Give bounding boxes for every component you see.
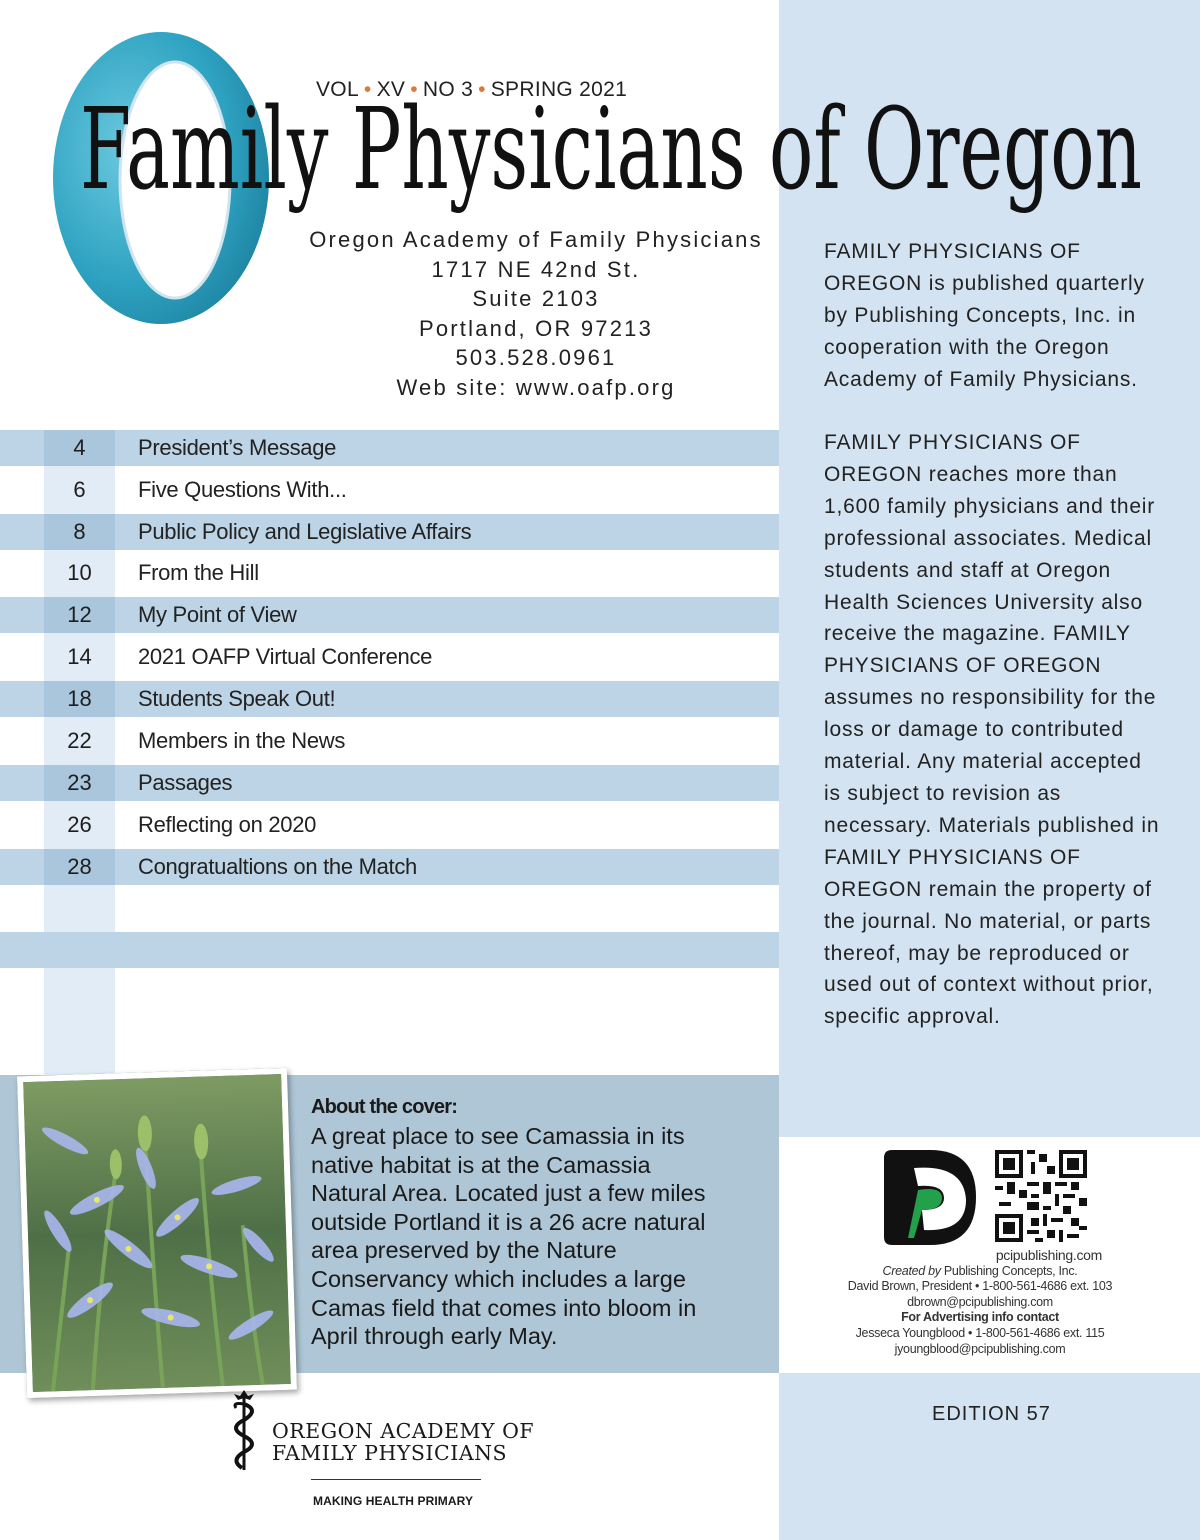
address-block [300, 225, 772, 403]
toc-page: 4 [44, 430, 115, 466]
publisher-info [830, 1248, 1130, 1357]
toc-row[interactable] [0, 681, 779, 717]
toc-row[interactable] [0, 849, 779, 885]
advertising-heading: For Advertising info contact [901, 1310, 1059, 1325]
toc-page: 8 [44, 514, 115, 550]
separator-dot-icon: • [410, 78, 418, 101]
toc-page: 22 [67, 728, 92, 753]
created-by-line [830, 1264, 1130, 1280]
edition-label: EDITION 57 [932, 1403, 1051, 1425]
magazine-title-text: Family Physicians of Oregon [80, 85, 1142, 215]
toc-title: Public Policy and Legislative Affairs [138, 519, 472, 544]
president-contact: David Brown, President • 1-800-561-4686 ext. 103 [847, 1279, 1113, 1294]
toc-title: My Point of View [138, 602, 297, 627]
toc-title: Reflecting on 2020 [138, 812, 317, 837]
toc-title: 2021 OAFP Virtual Conference [138, 644, 433, 669]
street-address: 1717 NE 42nd St. [431, 256, 641, 282]
toc-row[interactable] [0, 597, 779, 633]
cover-photo [17, 1068, 297, 1398]
academy-name-line2: FAMILY PHYSICIANS [272, 1441, 508, 1465]
toc-page: 28 [44, 849, 115, 885]
toc-title: Congratualtions on the Match [138, 854, 417, 879]
volume-number: XV [376, 78, 406, 101]
created-by-label: Created by [882, 1263, 941, 1278]
cover-description: A great place to see Camassia in its native habitat is at the Camassia Natural Area. Located just a few miles outside Portland it is a 26 acre natural area preserved by the Nature Conservancy which includes a large Camas field that comes into bloom in April through early May. [311, 1123, 706, 1350]
toc-row[interactable] [0, 765, 779, 801]
website[interactable]: Web site: www.oafp.org [396, 374, 676, 400]
toc-row[interactable] [0, 514, 779, 550]
toc-row[interactable] [0, 555, 779, 591]
camassia-flower-image [23, 1074, 291, 1392]
publisher-website[interactable]: pcipublishing.com [995, 1247, 1102, 1263]
magazine-title [80, 85, 1150, 228]
suite: Suite 2103 [472, 286, 600, 312]
advertising-contact: Jesseca Youngblood • 1-800-561-4686 ext. 115 [855, 1325, 1105, 1340]
toc-title: Students Speak Out! [138, 686, 336, 711]
publication-info: FAMILY PHYSICIANS OF OREGON is published quarterly by Publishing Concepts, Inc. in cooperation with the Oregon Academy of Family Physicians. [824, 240, 1145, 391]
toc-title: Five Questions With... [138, 477, 347, 502]
separator-dot-icon: • [363, 78, 372, 101]
readership-disclaimer: FAMILY PHYSICIANS OF OREGON reaches more than 1,600 family physicians and their professional associates. Medical students and staff at Oregon Health Sciences University also receive the magazine. FAMILY PHYSICIANS OF OREGON assumes no responsibility for the loss or damage to contributed material. Any material accepted is subject to revision as necessary. Materials published in FAMILY PHYSICIANS OF OREGON remain the property of the journal. No material, or parts thereof, may be reproduced or used out of context without prior, specific approval. [824, 431, 1160, 1029]
academy-tagline: MAKING HEALTH PRIMARY [313, 1494, 474, 1508]
academy-divider [311, 1479, 481, 1480]
toc-row[interactable] [0, 472, 779, 508]
academy-name [272, 1420, 534, 1464]
toc-page: 6 [73, 477, 86, 502]
qr-code-icon [995, 1150, 1087, 1242]
city-state-zip: Portland, OR 97213 [418, 315, 654, 341]
publisher-company: Publishing Concepts, Inc. [943, 1263, 1078, 1278]
toc-page: 18 [44, 681, 115, 717]
toc-page: 12 [44, 597, 115, 633]
toc-page: 23 [44, 765, 115, 801]
toc-empty-band [0, 932, 779, 968]
toc-title: Members in the News [138, 728, 346, 753]
toc-title: President’s Message [138, 435, 337, 460]
toc-row[interactable] [0, 807, 779, 843]
academy-name-line1: OREGON ACADEMY OF [272, 1419, 535, 1443]
cover-heading: About the cover: [311, 1096, 458, 1118]
issue-season: SPRING 2021 [490, 78, 628, 101]
issue-number: NO 3 [422, 78, 474, 101]
toc-row[interactable] [0, 723, 779, 759]
president-email[interactable]: dbrown@pcipublishing.com [907, 1294, 1053, 1309]
toc-title: Passages [138, 770, 233, 795]
advertising-email[interactable]: jyoungblood@pcipublishing.com [894, 1341, 1066, 1356]
toc-row[interactable] [0, 639, 779, 675]
org-name: Oregon Academy of Family Physicians [309, 227, 763, 252]
toc-row[interactable] [0, 430, 779, 466]
pci-logo-icon [884, 1150, 976, 1245]
caduceus-icon [224, 1390, 264, 1472]
toc-page: 26 [67, 812, 92, 837]
toc-title: From the Hill [138, 560, 259, 585]
toc-page: 10 [67, 560, 92, 585]
toc-page: 14 [67, 644, 92, 669]
separator-dot-icon: • [478, 78, 486, 101]
phone: 503.528.0961 [455, 345, 617, 371]
volume-label: VOL [316, 78, 359, 101]
